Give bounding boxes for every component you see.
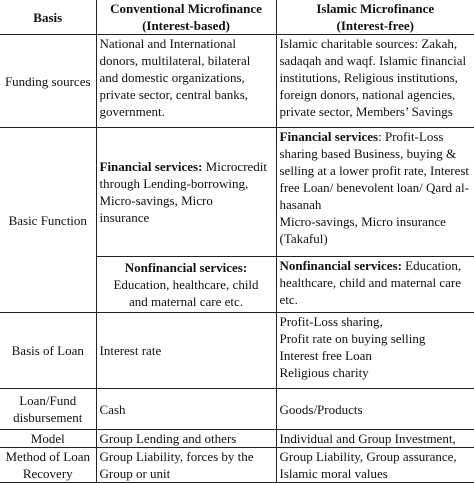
text-line: insurance	[99, 210, 150, 225]
text-line: Islamic moral values	[279, 466, 388, 481]
cell-basic-nonfinancial-conventional	[96, 257, 276, 313]
text-line: private sector, Members’ Savings	[279, 104, 453, 119]
header-conventional	[96, 0, 276, 35]
nonfinancial-services-heading: Nonfinancial services:	[279, 258, 402, 273]
cell-funding-islamic	[276, 35, 474, 128]
row-label-funding: Funding sources	[0, 35, 96, 128]
row-basis-of-loan	[0, 313, 474, 389]
cell-basic-financial-conventional	[96, 128, 276, 257]
text-line: sharing based Business, buying &	[279, 146, 457, 161]
text-line: Method of Loan	[5, 449, 90, 464]
financial-services-heading: Financial services	[279, 129, 379, 144]
row-funding-sources	[0, 35, 474, 128]
text-line: donors, multilateral, bilateral	[99, 53, 251, 68]
text-line: Micro-savings, Micro insurance	[279, 214, 446, 229]
text-line: selling at a lower profit rate, Interest	[279, 163, 470, 178]
text-line: through Lending-borrowing,	[99, 176, 249, 191]
header-basis: Basis	[0, 0, 96, 35]
text-line: etc.	[279, 292, 298, 307]
text-line	[100, 259, 273, 276]
text-line: Group or unit	[99, 466, 171, 481]
row-basic-function-financial	[0, 128, 474, 257]
text-line: hasanah	[279, 197, 322, 212]
cell-model-conventional: Group Lending and others	[96, 430, 276, 448]
text-line: private sector, central banks,	[99, 87, 249, 102]
text-line	[280, 257, 472, 274]
text-line: Group Liability, forces by the	[99, 449, 254, 464]
text-line: sadaqah and waqf. Islamic financial	[279, 53, 467, 68]
text-line: Micro-savings, Micro	[99, 193, 213, 208]
header-conventional-title: Conventional Microfinance	[110, 1, 262, 16]
text-fragment: Education,	[401, 258, 462, 273]
header-islamic-title: Islamic Microfinance	[316, 1, 435, 16]
cell-loan-conventional: Interest rate	[96, 313, 276, 389]
cell-model-islamic: Individual and Group Investment,	[276, 430, 474, 448]
text-line: foreign donors, national agencies,	[279, 87, 456, 102]
text-line: Profit rate on buying selling	[279, 331, 426, 346]
row-label-disbursement	[0, 389, 96, 430]
row-label-model: Model	[0, 430, 96, 448]
header-islamic-sub: (Interest-free)	[336, 18, 414, 33]
row-label-basic-function: Basic Function	[0, 128, 96, 313]
cell-loan-islamic	[276, 313, 474, 389]
header-conventional-sub: (Interest-based)	[142, 18, 230, 33]
text-line: free Loan/ benevolent loan/ Qard al-	[279, 180, 469, 195]
row-label-loan: Basis of Loan	[0, 313, 96, 389]
text-line: Group Liability, Group assurance,	[279, 449, 457, 464]
row-label-recovery	[0, 448, 96, 483]
row-model	[0, 430, 474, 448]
cell-disbursement-islamic: Goods/Products	[276, 389, 474, 430]
text-line: Islamic charitable sources: Zakah,	[279, 36, 458, 51]
row-loan-recovery	[0, 448, 474, 483]
text-fragment: Microcredit	[202, 159, 268, 174]
cell-funding-conventional	[96, 35, 276, 128]
financial-services-heading: Financial services:	[99, 159, 203, 174]
text-line: Education, healthcare, child	[113, 277, 259, 292]
cell-basic-financial-islamic	[276, 128, 474, 257]
text-line	[280, 128, 472, 145]
text-line: National and International	[99, 36, 236, 51]
cell-basic-nonfinancial-islamic	[276, 257, 474, 313]
header-islamic	[276, 0, 474, 35]
text-line	[100, 158, 273, 175]
text-line: Recovery	[22, 466, 73, 481]
text-line: Profit-Loss sharing,	[279, 314, 383, 329]
cell-recovery-islamic	[276, 448, 474, 483]
header-row	[0, 0, 474, 35]
text-line: government.	[99, 104, 165, 119]
text-fragment: : Profit-Loss	[378, 129, 444, 144]
text-line: institutions, Religious institutions,	[279, 70, 458, 85]
text-line: healthcare, child and maternal care	[279, 275, 462, 290]
text-line: Loan/Fund	[19, 393, 77, 408]
cell-disbursement-conventional: Cash	[96, 389, 276, 430]
text-line: and domestic organizations,	[99, 70, 245, 85]
text-line: disbursement	[13, 410, 83, 425]
row-disbursement	[0, 389, 474, 430]
text-line: Interest free Loan	[279, 348, 372, 363]
text-line: Religious charity	[279, 365, 369, 380]
text-line: (Takaful)	[279, 231, 328, 246]
text-line: and maternal care etc.	[128, 294, 244, 309]
nonfinancial-services-heading: Nonfinancial services:	[124, 260, 248, 275]
cell-recovery-conventional	[96, 448, 276, 483]
